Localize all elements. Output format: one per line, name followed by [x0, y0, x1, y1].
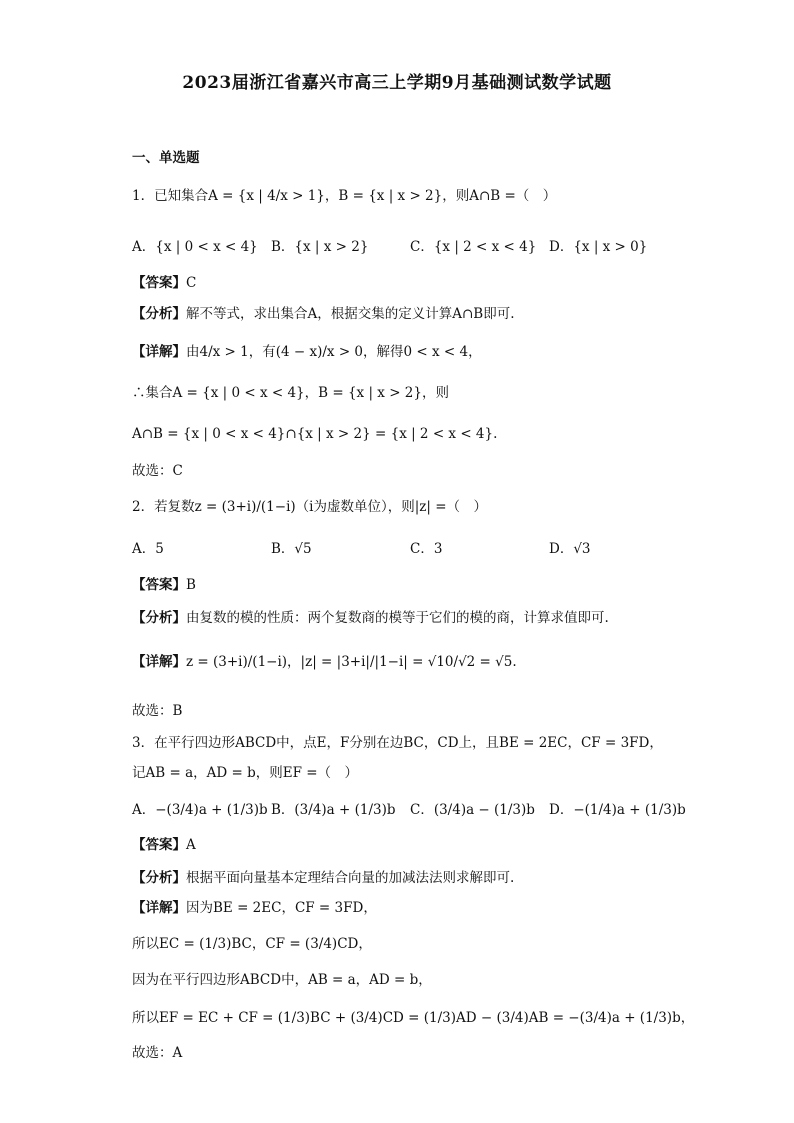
q3-stem-line-2: 记AB = a，AD = b，则EF =（ ）: [132, 765, 359, 781]
detail-tag: 【详解】: [132, 900, 186, 916]
q3-detail-2: 所以EC = (1/3)BC，CF = (3/4)CD，: [132, 936, 372, 952]
page-title: 2023届浙江省嘉兴市高三上学期9月基础测试数学试题: [182, 73, 612, 93]
detail-tag: 【详解】: [132, 654, 186, 670]
section-heading: 一、单选题: [132, 150, 200, 166]
q3-detail-3: 因为在平行四边形ABCD中，AB = a，AD = b，: [132, 972, 432, 988]
analysis-tag: 【分析】: [132, 610, 186, 626]
q3-stem-line-1: 3．在平行四边形ABCD中，点E，F分别在边BC，CD上，且BE = 2EC，CF = 3FD，: [132, 735, 663, 751]
q1-option-a: A．{x | 0 < x < 4}: [132, 239, 258, 255]
q3-conclusion: 故选：A: [132, 1045, 183, 1061]
q3-answer: [132, 835, 196, 855]
analysis-text: 解不等式，求出集合A，根据交集的定义计算A∩B即可.: [186, 306, 515, 322]
q1-analysis: [132, 304, 515, 324]
q1-option-b: B．{x | x > 2}: [271, 239, 369, 255]
q1-stem: 1．已知集合A = {x | 4/x > 1}，B = {x | x > 2}，则A∩B =（ ）: [132, 188, 557, 204]
q3-detail-1: [132, 898, 377, 918]
q3-option-c: C．(3/4)a − (1/3)b: [410, 802, 535, 818]
answer-tag: 【答案】: [132, 275, 186, 291]
answer-tag: 【答案】: [132, 837, 186, 853]
analysis-text: 根据平面向量基本定理结合向量的加减法法则求解即可.: [186, 870, 515, 886]
q3-analysis: [132, 868, 514, 888]
detail-text: z = (3+i)/(1−i)，|z| = |3+i|/|1−i| = √10/√2 = √5.: [186, 654, 517, 670]
analysis-text: 由复数的模的性质：两个复数商的模等于它们的模的商，计算求值即可.: [186, 610, 609, 626]
detail-text: 因为BE = 2EC，CF = 3FD，: [186, 900, 377, 916]
answer-value: C: [186, 275, 197, 291]
detail-text: 由4/x > 1，有(4 − x)/x > 0，解得0 < x < 4，: [186, 344, 482, 360]
q3-option-a: A．−(3/4)a + (1/3)b: [132, 802, 268, 818]
q2-option-b: B．√5: [271, 541, 312, 557]
q1-option-c: C．{x | 2 < x < 4}: [410, 239, 537, 255]
analysis-tag: 【分析】: [132, 306, 186, 322]
q1-detail-1: [132, 342, 482, 362]
answer-value: A: [186, 837, 196, 853]
q3-option-d: D．−(1/4)a + (1/3)b: [549, 802, 686, 818]
q1-detail-2: ∴集合A = {x | 0 < x < 4}，B = {x | x > 2}，则: [132, 385, 449, 401]
q1-option-d: D．{x | x > 0}: [549, 239, 648, 255]
q3-option-b: B．(3/4)a + (1/3)b: [271, 802, 396, 818]
q2-analysis: [132, 608, 609, 628]
detail-tag: 【详解】: [132, 344, 186, 360]
q2-detail: [132, 652, 517, 672]
q2-option-a: A．5: [132, 541, 164, 557]
answer-value: B: [186, 577, 196, 593]
q1-conclusion: 故选：C: [132, 463, 183, 479]
q3-detail-4: 所以EF = EC + CF = (1/3)BC + (3/4)CD = (1/3)AD − (3/4)AB = −(3/4)a + (1/3)b，: [132, 1010, 695, 1026]
q2-stem: 2．若复数z = (3+i)/(1−i)（i为虚数单位），则|z| =（ ）: [132, 499, 488, 515]
q2-answer: [132, 575, 196, 595]
q2-option-c: C．3: [410, 541, 443, 557]
analysis-tag: 【分析】: [132, 870, 186, 886]
q1-detail-3: A∩B = {x | 0 < x < 4}∩{x | x > 2} = {x | 2 < x < 4}.: [132, 426, 498, 442]
q2-conclusion: 故选：B: [132, 703, 183, 719]
answer-tag: 【答案】: [132, 577, 186, 593]
q2-option-d: D．√3: [549, 541, 591, 557]
q1-answer: [132, 273, 196, 293]
